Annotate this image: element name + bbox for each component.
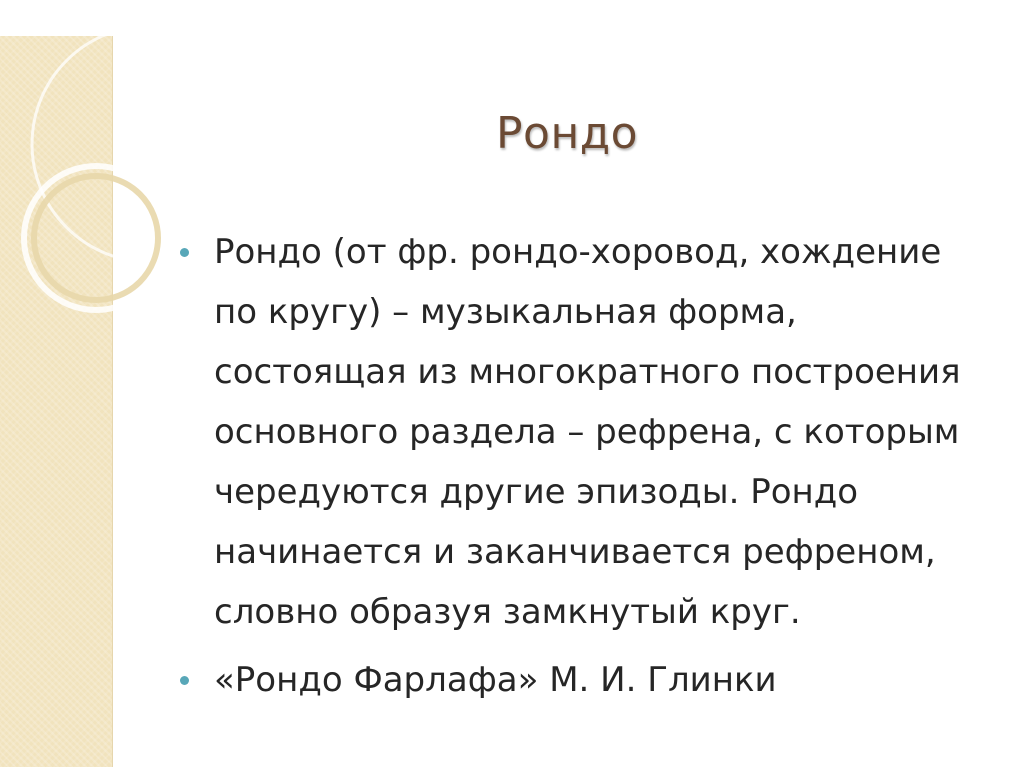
bullet-text: «Рондо Фарлафа» М. И. Глинки [214, 660, 777, 700]
bullet-item-example [180, 650, 970, 710]
bullet-dot-icon [180, 248, 189, 257]
decorative-rings-icon [0, 36, 160, 336]
bullet-text: Рондо (от фр. рондо-хоровод, хождение по кругу) – музыкальная форма, состоящая из многократного построения основного раздела – рефрена, с которым чередуются другие эпизоды. Рондо начинается и заканчивается рефреном, словно образуя замкнутый круг. [214, 232, 961, 632]
slide-title: Рондо [496, 108, 639, 159]
bullet-list [180, 222, 970, 718]
bullet-item-definition [180, 222, 970, 642]
bullet-dot-icon [180, 676, 189, 685]
